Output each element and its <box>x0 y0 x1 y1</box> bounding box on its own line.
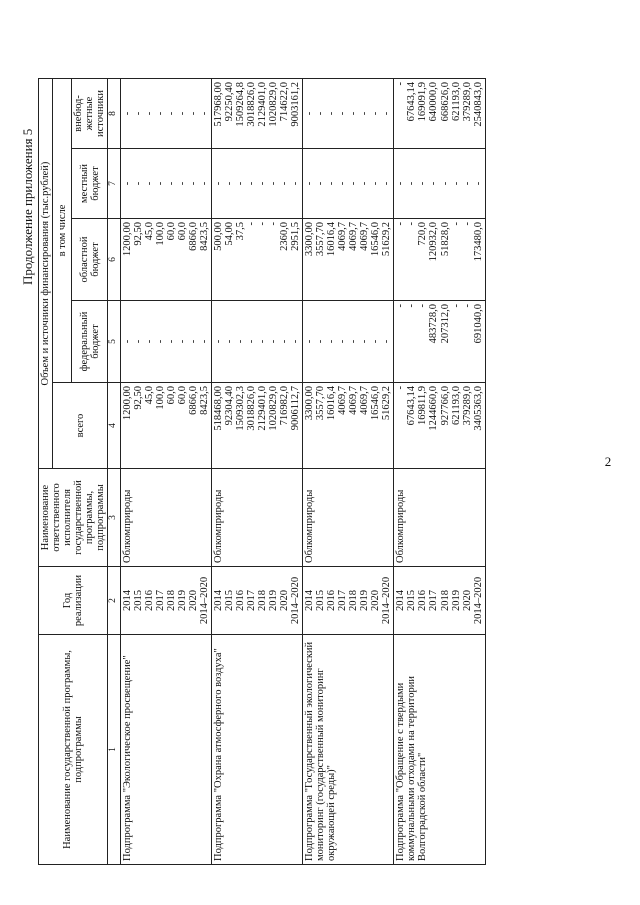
total-cell: 3300,00 3557,70 16016,4 4069,7 4069,7 4069,7 16546,0 51629,2 <box>303 383 394 469</box>
appendix-caption: Продолжение приложения 5 <box>20 128 35 285</box>
subprogram-name: Подпрограмма "Охрана атмосферного воздуха" <box>212 635 303 865</box>
subprogram-name: Подпрограмма "Экологическое просвещение" <box>121 635 212 865</box>
header-funding: Объем и источники финансирования (тыс.рублей) <box>39 79 53 469</box>
executor-cell: Облкомприроды <box>121 469 212 567</box>
extra-cell: - - - - - - - - <box>121 79 212 149</box>
subprogram-name: Подпрограмма "Государственный экологический мониторинг (государственный мониторинг окружающей среды)" <box>303 635 394 865</box>
regional-cell: 1200,00 92,50 45,0 100,0 60,0 60,0 6866,0 8423,5 <box>121 219 212 301</box>
header-federal: федеральный бюджет <box>72 301 108 383</box>
column-number: 2 <box>108 567 121 635</box>
years-cell: 2014 2015 2016 2017 2018 2019 2020 2014–2020 <box>394 567 485 635</box>
years-cell: 2014 2015 2016 2017 2018 2019 2020 2014–2020 <box>212 567 303 635</box>
header-regional: областной бюджет <box>72 219 108 301</box>
total-cell: 1200,00 92,50 45,0 100,0 60,0 60,0 6866,0 8423,5 <box>121 383 212 469</box>
column-number: 6 <box>108 219 121 301</box>
column-number: 4 <box>108 383 121 469</box>
header-executor: Наименование ответственного исполнителя государственной программы, подпрограммы <box>39 469 108 567</box>
extra-cell: 517968,00 92250,40 1509264,8 3018826,0 2129401,0 1020829,0 714622,0 9003161,2 <box>212 79 303 149</box>
executor-cell: Облкомприроды <box>303 469 394 567</box>
federal-cell: - - - - - - - - <box>212 301 303 383</box>
total-cell: 518468,00 92304,40 1509302,3 3018826,0 2129401,0 1020829,0 716982,0 9006112,7 <box>212 383 303 469</box>
years-cell: 2014 2015 2016 2017 2018 2019 2020 2014–2020 <box>121 567 212 635</box>
table-row <box>212 79 303 865</box>
header-year: Год реализации <box>39 567 108 635</box>
local-cell: - - - - - - - - <box>212 149 303 219</box>
column-number: 1 <box>108 635 121 865</box>
header-total: всего <box>53 383 108 469</box>
executor-cell: Облкомприроды <box>394 469 485 567</box>
header-extra: внебюд-жетные источники <box>72 79 108 149</box>
regional-cell: 500,00 54,00 37,5 - - - 2360,0 2951,5 <box>212 219 303 301</box>
federal-cell: - - - - - - - - <box>303 301 394 383</box>
subprogram-name: Подпрограмма "Обращение с твердыми коммунальными отходами на территории Волгоградской области" <box>394 635 485 865</box>
header-name: Наименование государственной программы, подпрограммы <box>39 635 108 865</box>
federal-cell: - - - - - - - - <box>121 301 212 383</box>
page-number: 2 <box>604 453 612 469</box>
total-cell: - 67643,14 169811,9 1244660,0 927766,0 621193,0 379289,0 3405363,0 <box>394 383 485 469</box>
column-number: 3 <box>108 469 121 567</box>
header-including: в том числе <box>53 79 72 383</box>
local-cell: - - - - - - - - <box>394 149 485 219</box>
header-local: местный бюджет <box>72 149 108 219</box>
regional-cell: - - 720,0 120932,0 51828,0 - - 173480,0 <box>394 219 485 301</box>
column-number: 8 <box>108 79 121 149</box>
federal-cell: - - - 483728,0 207312,0 - - 691040,0 <box>394 301 485 383</box>
extra-cell: - - - - - - - - <box>303 79 394 149</box>
funding-table <box>38 78 486 865</box>
regional-cell: 3300,00 3557,70 16016,4 4069,7 4069,7 4069,7 16546,0 51629,2 <box>303 219 394 301</box>
years-cell: 2014 2015 2016 2017 2018 2019 2020 2014–2020 <box>303 567 394 635</box>
table-row <box>394 79 485 865</box>
local-cell: - - - - - - - - <box>121 149 212 219</box>
table-row <box>303 79 394 865</box>
table-row <box>121 79 212 865</box>
extra-cell: - 67643,14 169091,9 640000,0 668626,0 621193,0 379289,0 2540843,0 <box>394 79 485 149</box>
column-number: 7 <box>108 149 121 219</box>
executor-cell: Облкомприроды <box>212 469 303 567</box>
column-number: 5 <box>108 301 121 383</box>
local-cell: - - - - - - - - <box>303 149 394 219</box>
